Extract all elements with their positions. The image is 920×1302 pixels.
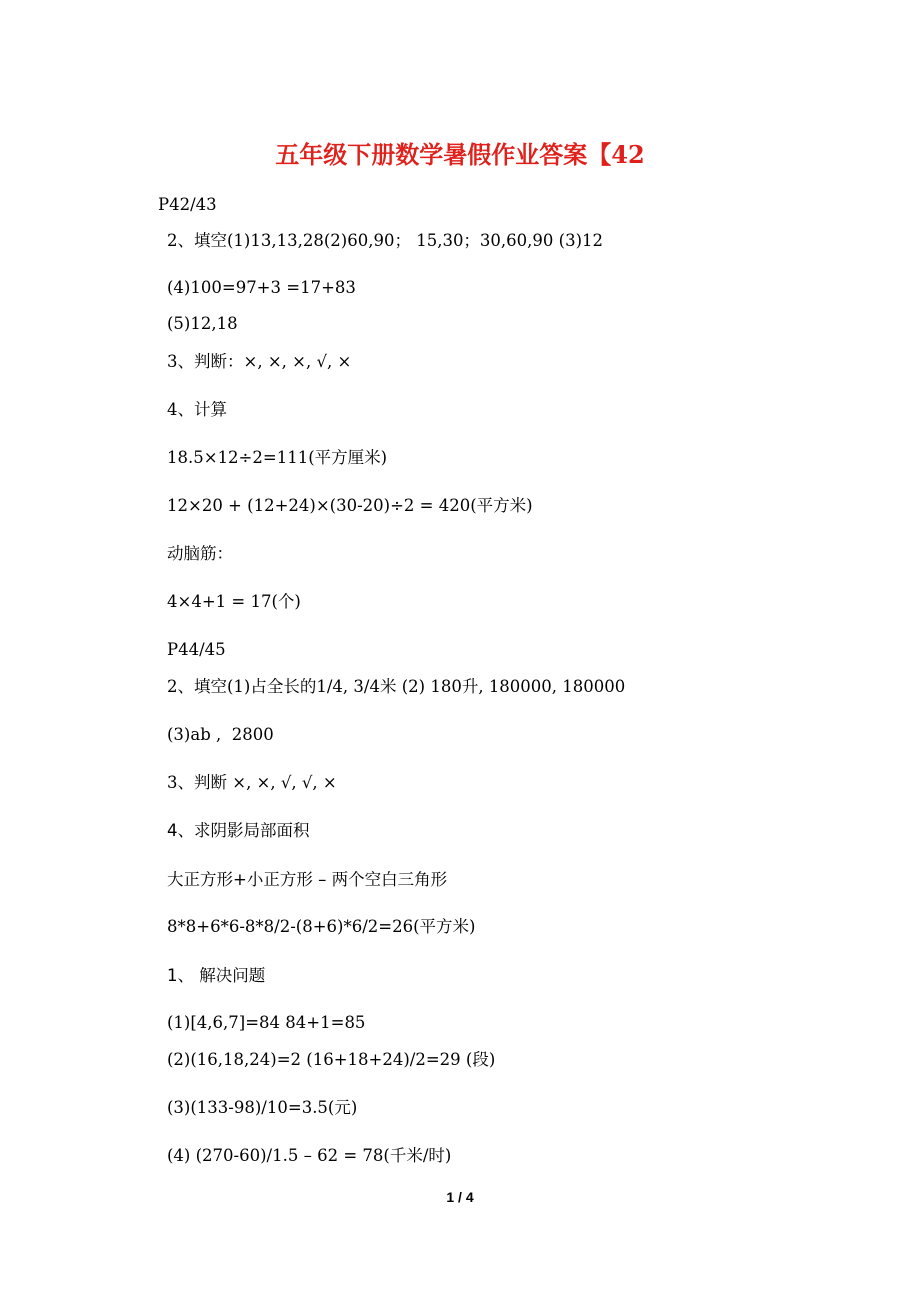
answer-line: 2、填空(1)13,13,28(2)60,90； 15,30；30,60,90 (3)12	[167, 231, 604, 250]
answer-line: 3、判断：×, ×, ×, √, ×	[167, 352, 352, 371]
answer-line: (3)(133-98)/10=3.5(元)	[167, 1098, 358, 1117]
page-title: 五年级下册数学暑假作业答案【42	[275, 140, 645, 169]
answer-line: 4、求阴影局部面积	[167, 821, 310, 840]
answer-line: 3、判断 ×, ×, √, √, ×	[167, 773, 337, 792]
answer-line: (1)[4,6,7]=84 84+1=85	[167, 1013, 366, 1032]
answer-line: 18.5×12÷2=111(平方厘米)	[167, 448, 388, 467]
answer-line: (4) (270-60)/1.5 – 62 = 78(千米/时)	[167, 1146, 452, 1165]
page-number: 1 / 4	[446, 1189, 474, 1205]
answer-line: 2、填空(1)占全长的1/4, 3/4米 (2) 180升, 180000, 180000	[167, 677, 626, 696]
section-heading-p44-45: P44/45	[167, 640, 226, 659]
answer-line: 12×20 + (12+24)×(30-20)÷2 = 420(平方米)	[167, 496, 533, 515]
answer-line: 动脑筋：	[167, 544, 233, 563]
answer-line: (5)12,18	[167, 314, 238, 333]
answer-line: 8*8+6*6-8*8/2-(8+6)*6/2=26(平方米)	[167, 917, 476, 936]
answer-line: (2)(16,18,24)=2 (16+18+24)/2=29 (段)	[167, 1050, 496, 1069]
answer-line: (4)100=97+3 =17+83	[167, 278, 356, 297]
answer-line: 大正方形+小正方形 – 两个空白三角形	[167, 870, 448, 889]
section-heading-p42-43: P42/43	[158, 195, 217, 214]
answer-line: 4、计算	[167, 400, 227, 419]
answer-line: 1、 解决问题	[167, 966, 266, 985]
answer-line: 4×4+1 = 17(个)	[167, 592, 301, 611]
answer-line: (3)ab , 2800	[167, 725, 274, 744]
